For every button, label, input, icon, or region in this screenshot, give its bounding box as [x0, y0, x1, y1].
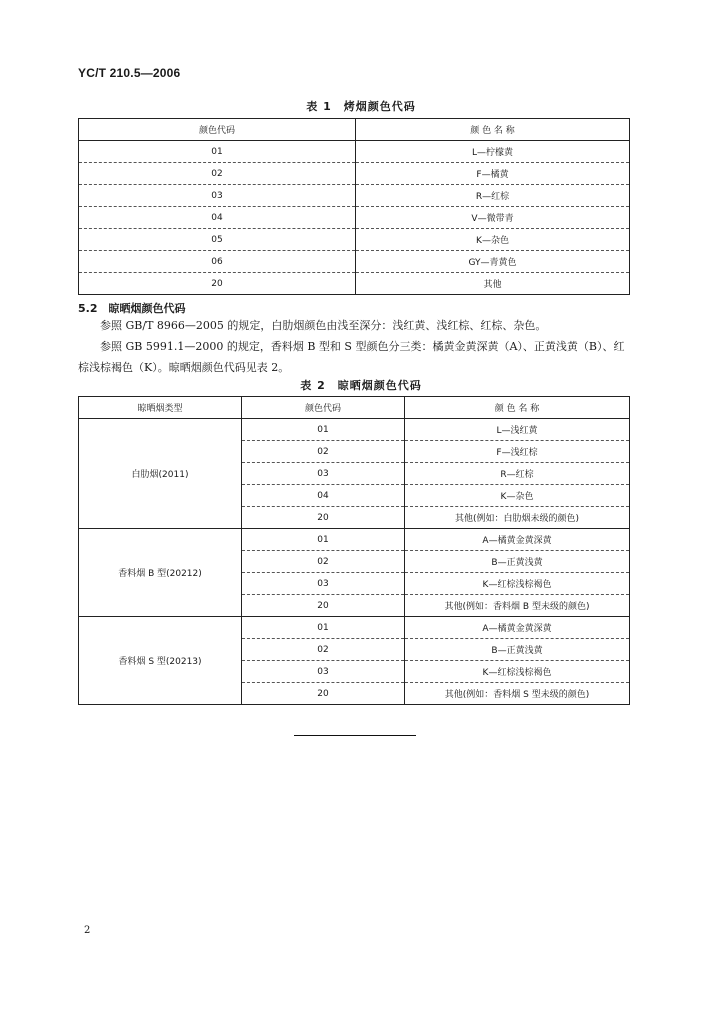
color-code-cell: 04 — [79, 207, 356, 229]
color-code-cell: 03 — [242, 661, 405, 683]
table2-header-type: 晾晒烟类型 — [79, 397, 242, 419]
table2-header-code: 颜色代码 — [242, 397, 405, 419]
table2-header-row — [79, 397, 630, 419]
paragraph-oriental: 参照 GB 5991.1—2000 的规定，香料烟 B 型和 S 型颜色分三类：橘黄金黄深黄（A）、正黄浅黄（B）、红棕浅棕褐色（K）。晾晒烟颜色代码见表 2。 — [78, 340, 625, 374]
color-name-cell: B—正黄浅黄 — [405, 639, 630, 661]
table-row — [79, 617, 630, 639]
table2-caption: 表 2 晾晒烟颜色代码 — [300, 379, 422, 392]
table-row — [79, 229, 630, 251]
table-row — [79, 273, 630, 295]
color-code-cell: 03 — [79, 185, 356, 207]
table1-header-code: 颜色代码 — [79, 119, 356, 141]
color-name-cell: R—红棕 — [405, 463, 630, 485]
color-name-cell: K—杂色 — [405, 485, 630, 507]
color-name-cell: 其他(例如：香料烟 S 型未级的颜色) — [444, 690, 590, 700]
table2-header-name: 颜 色 名 称 — [405, 397, 630, 419]
color-name-cell: L—浅红黄 — [405, 419, 630, 441]
color-name-cell: K—红棕浅棕褐色 — [405, 573, 630, 595]
table2-cured-tobacco-color-codes — [78, 396, 630, 705]
color-code-cell: 04 — [242, 485, 405, 507]
table1-tobacco-color-codes — [78, 118, 630, 295]
table1-header-row — [79, 119, 630, 141]
color-code-cell: 03 — [242, 573, 405, 595]
color-code-cell: 02 — [242, 551, 405, 573]
color-name-cell: V—微带青 — [356, 207, 630, 229]
color-code-cell: 01 — [79, 141, 356, 163]
color-code-cell: 02 — [242, 441, 405, 463]
tobacco-type-cell: 香料烟 B 型(20212) — [79, 529, 242, 617]
color-name-cell: A—橘黄金黄深黄 — [405, 529, 630, 551]
paragraph-burley: 参照 GB/T 8966—2005 的规定，白肋烟颜色由浅至深分：浅红黄、浅红棕、红棕、杂色。 — [100, 319, 547, 332]
table-row — [79, 207, 630, 229]
page-number: 2 — [84, 925, 91, 936]
color-code-cell: 20 — [242, 507, 405, 529]
color-code-cell: 05 — [79, 229, 356, 251]
tobacco-type-cell: 白肋烟(2011) — [79, 419, 242, 529]
color-name-cell: 其他(例如：香料烟 B 型未级的颜色) — [405, 595, 630, 617]
color-name-cell: A—橘黄金黄深黄 — [405, 617, 630, 639]
color-code-cell: 02 — [79, 163, 356, 185]
color-code-cell: 20 — [242, 683, 405, 705]
section-heading: 5.2 晾晒烟颜色代码 — [78, 302, 186, 315]
tobacco-type-cell: 香料烟 S 型(20213) — [79, 617, 242, 705]
color-code-cell: 02 — [242, 639, 405, 661]
color-code-cell: 03 — [242, 463, 405, 485]
table-row — [79, 419, 630, 441]
table-row — [79, 163, 630, 185]
color-code-cell: 20 — [79, 273, 356, 295]
color-name-cell: R—红棕 — [356, 185, 630, 207]
table-row — [79, 185, 630, 207]
end-rule-divider — [294, 735, 416, 736]
color-name-cell: F—浅红棕 — [405, 441, 630, 463]
color-name-cell: K—红棕浅棕褐色 — [405, 661, 630, 683]
color-code-cell: 01 — [242, 617, 405, 639]
color-name-cell: 其他 — [483, 280, 502, 290]
color-code-cell: 01 — [242, 419, 405, 441]
color-name-cell: B—正黄浅黄 — [405, 551, 630, 573]
table-row — [79, 141, 630, 163]
table1-caption: 表 1 烤烟颜色代码 — [306, 100, 416, 113]
standard-number: YC/T 210.5—2006 — [78, 66, 181, 80]
table1-header-name: 颜 色 名 称 — [356, 119, 630, 141]
color-name-cell: GY—青黄色 — [356, 251, 630, 273]
color-name-cell: 其他(例如：白肋烟未级的颜色) — [405, 507, 630, 529]
table-row — [79, 251, 630, 273]
table-row — [79, 529, 630, 551]
color-code-cell: 06 — [79, 251, 356, 273]
color-name-cell: L—柠檬黄 — [356, 141, 630, 163]
color-code-cell: 20 — [242, 595, 405, 617]
color-name-cell: K—杂色 — [356, 229, 630, 251]
color-name-cell: F—橘黄 — [356, 163, 630, 185]
color-code-cell: 01 — [242, 529, 405, 551]
